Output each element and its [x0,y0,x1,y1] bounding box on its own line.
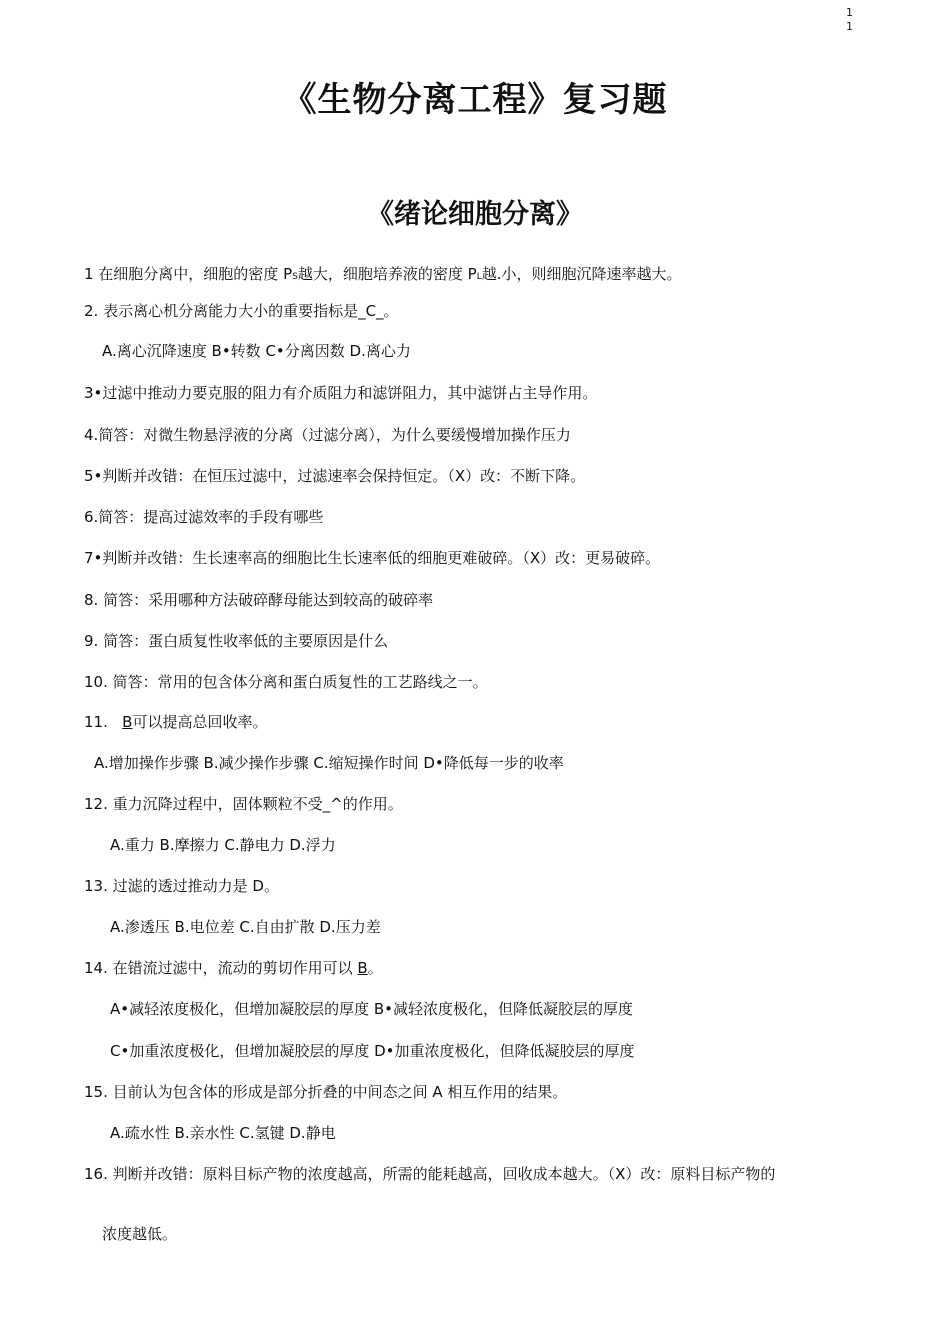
question-2: 2. 表示离心机分离能力大小的重要指标是_C_。 [84,302,399,320]
page-number-bottom: 1 [846,20,853,33]
question-8: 8. 简答：采用哪种方法破碎酵母能达到较高的破碎率 [84,591,434,609]
question-15: 15. 目前认为包含体的形成是部分折叠的中间态之间 A 相互作用的结果。 [84,1083,568,1101]
question-4: 4.简答：对微生物悬浮液的分离（过滤分离），为什么要缓慢增加操作压力 [84,426,571,444]
question-14-options-cd: C•加重浓度极化，但增加凝胶层的厚度 D•加重浓度极化，但降低凝胶层的厚度 [110,1042,635,1060]
question-9: 9. 简答：蛋白质复性收率低的主要原因是什么 [84,632,389,650]
question-6: 6.简答：提高过滤效率的手段有哪些 [84,508,324,526]
question-1: 1 在细胞分离中，细胞的密度 PS越大，细胞培养液的密度 PL越.小，则细胞沉降速率越大。 [84,265,682,283]
question-14: 14. 在错流过滤中，流动的剪切作用可以 B。 [84,959,383,977]
question-11: 11. B可以提高总回收率。 [84,713,268,731]
question-3: 3•过滤中推动力要克服的阻力有介质阻力和滤饼阻力，其中滤饼占主导作用。 [84,384,598,402]
document-title: 《生物分离工程》复习题 [282,80,668,120]
question-7: 7•判断并改错：生长速率高的细胞比生长速率低的细胞更难破碎。（X）改：更易破碎。 [84,549,661,567]
question-12-options: A.重力 B.摩擦力 C.静电力 D.浮力 [110,836,336,854]
question-14-options-ab: A•减轻浓度极化，但增加凝胶层的厚度 B•减轻浓度极化，但降低凝胶层的厚度 [110,1000,634,1018]
question-13-options: A.渗透压 B.电位差 C.自由扩散 D.压力差 [110,918,381,936]
question-11-options: A.增加操作步骤 B.减少操作步骤 C.缩短操作时间 D•降低每一步的收率 [94,754,564,772]
question-10: 10. 简答：常用的包含体分离和蛋白质复性的工艺路线之一。 [84,673,488,691]
question-5: 5•判断并改错：在恒压过滤中，过滤速率会保持恒定。（X）改：不断下降。 [84,467,586,485]
section-title: 《绪论细胞分离》 [367,199,583,230]
page-number-top: 1 [846,6,853,19]
question-16: 16. 判断并改错：原料目标产物的浓度越高，所需的能耗越高，回收成本越大。（X）改：原料目标产物的 [84,1165,776,1183]
question-13: 13. 过滤的透过推动力是 D。 [84,877,279,895]
question-16-continuation: 浓度越低。 [102,1225,178,1243]
question-2-options: A.离心沉降速度 B•转数 C•分离因数 D.离心力 [102,342,411,360]
question-15-options: A.疏水性 B.亲水性 C.氢键 D.静电 [110,1124,336,1142]
question-12: 12. 重力沉降过程中，固体颗粒不受_^的作用。 [84,795,403,813]
